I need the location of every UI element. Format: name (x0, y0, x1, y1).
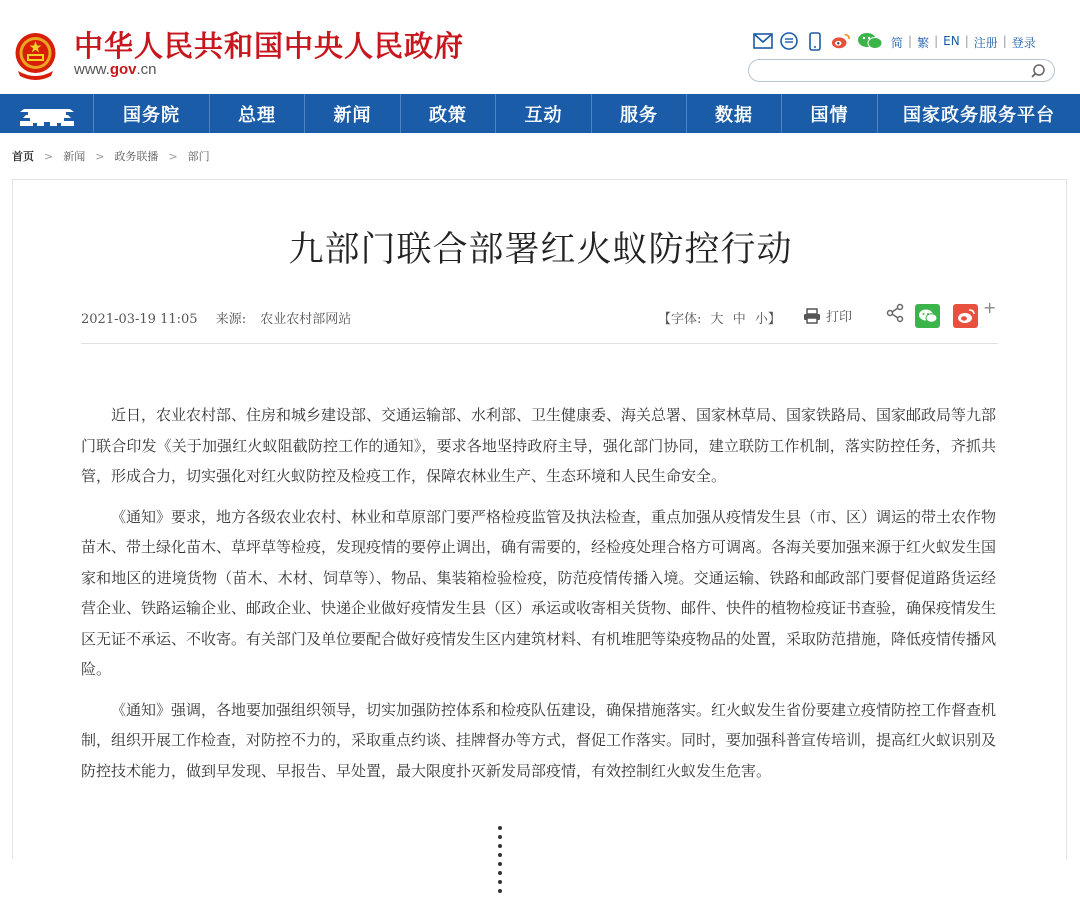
traditional-chinese-link[interactable]: 繁 (917, 36, 930, 50)
breadcrumb-departments[interactable]: 部门 (187, 150, 210, 163)
site-url-prefix: www. (74, 61, 110, 78)
vertical-ellipsis-icon (495, 826, 505, 893)
site-url[interactable] (74, 61, 157, 78)
tiananmen-icon (16, 100, 78, 128)
wechat-icon[interactable] (857, 31, 883, 51)
breadcrumb (12, 148, 210, 164)
article-source: 农业农村部网站 (260, 312, 352, 327)
article-datetime: 2021-03-19 11:05 (81, 312, 198, 327)
nav-item-premier[interactable]: 总理 (210, 94, 305, 133)
search-box (748, 59, 1055, 82)
site-header (0, 0, 1080, 94)
nav-item-national-info[interactable]: 国情 (782, 94, 878, 133)
main-nav (0, 94, 1080, 133)
share-icon[interactable] (885, 303, 905, 323)
wechat-icon (918, 308, 938, 324)
print-button[interactable] (803, 306, 852, 325)
top-icons (753, 30, 883, 52)
nav-home[interactable] (0, 94, 94, 133)
breadcrumb-news[interactable]: 新闻 (63, 150, 86, 163)
mail-icon[interactable] (753, 31, 773, 51)
nav-item-news[interactable]: 新闻 (305, 94, 401, 133)
login-link[interactable]: 登录 (1011, 36, 1036, 50)
printer-icon (803, 308, 821, 324)
more-share-button[interactable]: + (983, 298, 997, 317)
font-size-label: 【字体: (658, 312, 702, 327)
article-title: 九部门联合部署红火蚁防控行动 (288, 230, 793, 270)
share-weibo-button[interactable] (953, 304, 978, 328)
register-link[interactable]: 注册 (973, 36, 998, 50)
simplified-chinese-link[interactable]: 简 (891, 36, 904, 50)
breadcrumb-home[interactable]: 首页 (12, 150, 34, 163)
font-size-medium-button[interactable]: 中 (732, 312, 746, 327)
separator: | (908, 34, 913, 48)
article-paragraph: 《通知》要求，地方各级农业农村、林业和草原部门要严格检疫监管及执法检查，重点加强从疫情发生县（市、区）调运的带土农作物苗木、带土绿化苗木、草坪草等检疫，发现疫情的要停止调出，确有需要的，经检疫处理合格方可调离。各海关要加强来源于红火蚁发生国家和地区的进境货物（苗木、木材、饲草等）、物品、集装箱检验检疫，防范疫情传播入境。交通运输、铁路和邮政部门要督促道路货运经营企业、铁路运输企业、邮政企业、快递企业做好疫情发生县（区）承运或收寄相关货物、邮件、快件的植物检疫证书查验，确保疫情发生区无证不承运、不收寄。有关部门及单位要配合做好疫情发生区内建筑材料、有机堆肥等染疫物品的处置，采取防范措施，降低疫情传播风险。 (81, 507, 997, 678)
separator: | (934, 34, 939, 48)
site-title[interactable]: 中华人民共和国中央人民政府 (74, 29, 465, 63)
article-paragraph: 《通知》强调，各地要加强组织领导，切实加强防控体系和检疫队伍建设，确保措施落实。红火蚁发生省份要建立疫情防控工作督查机制，组织开展工作检查，对防控不力的，采取重点约谈、挂牌督办等方式，督促工作落实。同时，要加强科普宣传培训，提高红火蚁识别及防控技术能力，做到早发现、早报告、早处置，最大限度扑灭新发局部疫情，有效控制红火蚁发生危害。 (81, 700, 997, 780)
article-meta (81, 308, 351, 327)
site-url-suffix: .cn (136, 61, 157, 78)
english-link[interactable]: EN (943, 34, 960, 48)
separator: | (1002, 34, 1007, 48)
article-card (12, 179, 1067, 859)
source-label: 来源: (215, 312, 247, 327)
weibo-icon[interactable] (831, 31, 851, 51)
chevron-right-icon: > (44, 149, 54, 163)
nav-item-interaction[interactable]: 互动 (496, 94, 592, 133)
top-links (886, 34, 1041, 51)
weibo-icon (956, 308, 976, 324)
site-url-gov: gov (109, 61, 137, 78)
chevron-right-icon: > (95, 149, 105, 163)
divider (81, 343, 998, 344)
breadcrumb-gov-broadcast[interactable]: 政务联播 (114, 150, 159, 163)
print-label: 打印 (826, 310, 853, 325)
share-wechat-button[interactable] (915, 304, 940, 328)
font-size-small-button[interactable]: 小】 (754, 312, 781, 327)
nav-item-services[interactable]: 服务 (592, 94, 687, 133)
nav-item-gov-service-platform[interactable]: 国家政务服务平台 (903, 104, 1055, 126)
nav-item-state-council[interactable]: 国务院 (94, 94, 210, 133)
nav-item-policies[interactable]: 政策 (401, 94, 496, 133)
search-icon[interactable] (1030, 63, 1046, 79)
nav-item-data[interactable]: 数据 (687, 94, 782, 133)
font-size-large-button[interactable]: 大 (710, 312, 724, 327)
chevron-right-icon: > (168, 149, 178, 163)
article-body (81, 400, 996, 796)
font-size-control (658, 308, 781, 327)
search-input[interactable] (759, 62, 1019, 79)
message-icon[interactable] (779, 31, 799, 51)
mobile-icon[interactable] (805, 31, 825, 51)
article-paragraph: 近日，农业农村部、住房和城乡建设部、交通运输部、水利部、卫生健康委、海关总署、国家林草局、国家铁路局、国家邮政局等九部门联合印发《关于加强红火蚁阻截防控工作的通知》，要求各地坚持政府主导，强化部门协同，建立联防工作机制，落实防控任务，齐抓共管，形成合力，切实强化对红火蚁防控及检疫工作，保障农林业生产、生态环境和人民生命安全。 (81, 406, 997, 485)
national-emblem-icon[interactable] (12, 31, 59, 81)
separator: | (964, 34, 969, 48)
